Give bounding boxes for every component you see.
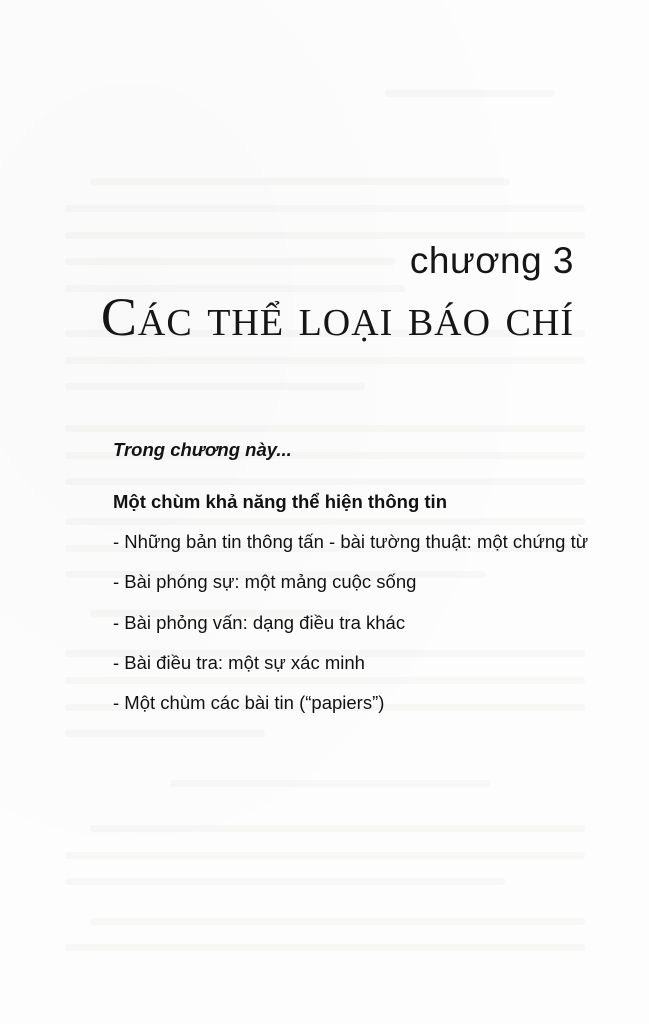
contents-item: - Bài phóng sự: một mảng cuộc sống xyxy=(113,571,417,593)
contents-item: - Bài điều tra: một sự xác minh xyxy=(113,651,365,673)
chapter-title: Các thể loại báo chí xyxy=(100,287,574,347)
contents-item: - Một chùm các bài tin (“papiers”) xyxy=(113,691,385,713)
contents-section-title: Một chùm khả năng thể hiện thông tin xyxy=(113,491,448,513)
chapter-number-label: chương 3 xyxy=(409,240,574,281)
contents-item: - Bài phỏng vấn: dạng điều tra khác xyxy=(113,611,406,633)
contents-heading: Trong chương này... xyxy=(113,439,292,460)
contents-item: - Những bản tin thông tấn - bài tường thuật: một chứng từ xyxy=(113,531,589,553)
chapter-contents-list xyxy=(113,438,603,731)
